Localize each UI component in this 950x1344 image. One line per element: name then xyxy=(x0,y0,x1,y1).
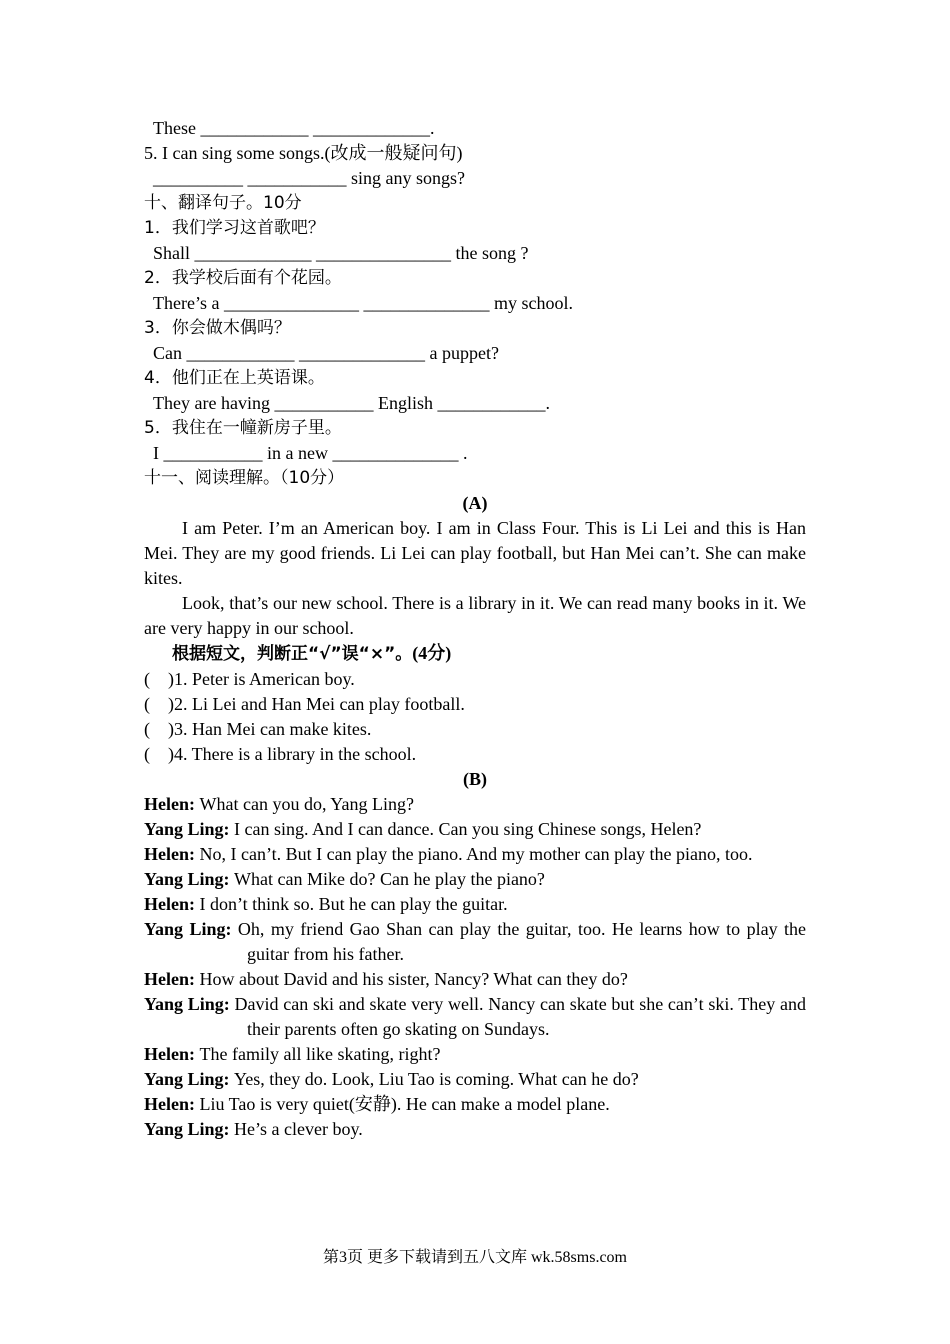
speaker: Helen: xyxy=(144,844,195,864)
translation-prompt: 1．我们学习这首歌吧？ xyxy=(144,218,325,238)
page-content xyxy=(144,116,806,1142)
dialogue-line xyxy=(144,892,806,917)
dialogue-line xyxy=(144,842,806,867)
speaker: Helen: xyxy=(144,894,195,914)
passage-paragraph: I am Peter. I’m an American boy. I am in Class Four. This is Li Lei and this is Han Mei. They are my good friends. Li Lei can play football, but Han Mei can’t. She can make kites. xyxy=(144,518,806,588)
speaker: Yang Ling: xyxy=(144,819,230,839)
part-a-heading: (A) xyxy=(462,493,488,513)
utterance: David can ski and skate very well. Nancy can skate but she can’t ski. They and their parents often go skating on Sundays. xyxy=(234,994,806,1039)
speaker: Helen: xyxy=(144,1094,195,1114)
utterance: He’s a clever boy. xyxy=(234,1119,363,1139)
utterance: Yes, they do. Look, Liu Tao is coming. What can he do? xyxy=(234,1069,639,1089)
page-footer: 第3页 更多下载请到五八文库 wk.58sms.com xyxy=(322,1249,627,1266)
utterance: Liu Tao is very quiet(安静). He can make a model plane. xyxy=(199,1094,610,1114)
dialogue-line xyxy=(144,992,806,1042)
dialogue-line xyxy=(144,1042,806,1067)
translation-prompt: 2．我学校后面有个花园。 xyxy=(144,268,342,288)
utterance: Oh, my friend Gao Shan can play the guitar, too. He learns how to play the guitar from his father. xyxy=(237,919,807,964)
fill-line: __________ ___________ sing any songs? xyxy=(153,168,465,188)
speaker: Helen: xyxy=(144,1044,195,1064)
translation-prompt: 4．他们正在上英语课。 xyxy=(144,368,325,388)
fill-line: These ____________ _____________. xyxy=(153,118,435,138)
judge-question: ( )3. Han Mei can make kites. xyxy=(144,719,372,739)
dialogue-line xyxy=(144,1117,806,1142)
translation-answer: Can ____________ ______________ a puppet? xyxy=(153,343,499,363)
dialogue-line xyxy=(144,817,806,842)
translation-answer: I ___________ in a new ______________ . xyxy=(153,443,468,463)
utterance: The family all like skating, right? xyxy=(199,1044,441,1064)
utterance: What can you do, Yang Ling? xyxy=(199,794,414,814)
speaker: Yang Ling: xyxy=(144,1069,230,1089)
utterance: How about David and his sister, Nancy? What can they do? xyxy=(199,969,628,989)
speaker: Yang Ling: xyxy=(144,1119,230,1139)
judge-instruction-score: (4分) xyxy=(412,643,452,663)
section-eleven-title: 十一、阅读理解。（10分） xyxy=(144,468,345,488)
translation-prompt: 5．我住在一幢新房子里。 xyxy=(144,418,342,438)
speaker: Helen: xyxy=(144,969,195,989)
speaker: Yang Ling: xyxy=(144,994,230,1014)
dialogue-line xyxy=(144,917,806,967)
judge-question: ( )2. Li Lei and Han Mei can play football. xyxy=(144,694,465,714)
utterance: I can sing. And I can dance. Can you sing Chinese songs, Helen? xyxy=(234,819,702,839)
question-line: 5. I can sing some songs.(改成一般疑问句) xyxy=(144,143,463,163)
judge-question: ( )4. There is a library in the school. xyxy=(144,744,417,764)
dialogue-line xyxy=(144,792,806,817)
utterance: I don’t think so. But he can play the guitar. xyxy=(199,894,508,914)
judge-instruction xyxy=(144,641,806,667)
dialogue-line xyxy=(144,967,806,992)
utterance: What can Mike do? Can he play the piano? xyxy=(234,869,545,889)
translation-answer: There’s a _______________ ______________ my school. xyxy=(153,293,573,313)
dialogue-line xyxy=(144,867,806,892)
passage-paragraph: Look, that’s our new school. There is a library in it. We can read many books in it. We are very happy in our school. xyxy=(144,593,806,638)
part-b-heading: (B) xyxy=(463,769,487,789)
translation-prompt: 3．你会做木偶吗？ xyxy=(144,318,291,338)
utterance: No, I can’t. But I can play the piano. And my mother can play the piano, too. xyxy=(199,844,753,864)
speaker: Yang Ling: xyxy=(144,919,232,939)
translation-answer: Shall _____________ _______________ the song ? xyxy=(153,243,529,263)
speaker: Helen: xyxy=(144,794,195,814)
dialogue-line xyxy=(144,1067,806,1092)
judge-question: ( )1. Peter is American boy. xyxy=(144,669,355,689)
section-ten-title: 十、翻译句子。10分 xyxy=(144,193,302,213)
translation-answer: They are having ___________ English ____________. xyxy=(153,393,550,413)
speaker: Yang Ling: xyxy=(144,869,230,889)
judge-instruction-text: 根据短文，判断正“√”误“×”。 xyxy=(172,644,413,664)
dialogue-line xyxy=(144,1092,806,1117)
